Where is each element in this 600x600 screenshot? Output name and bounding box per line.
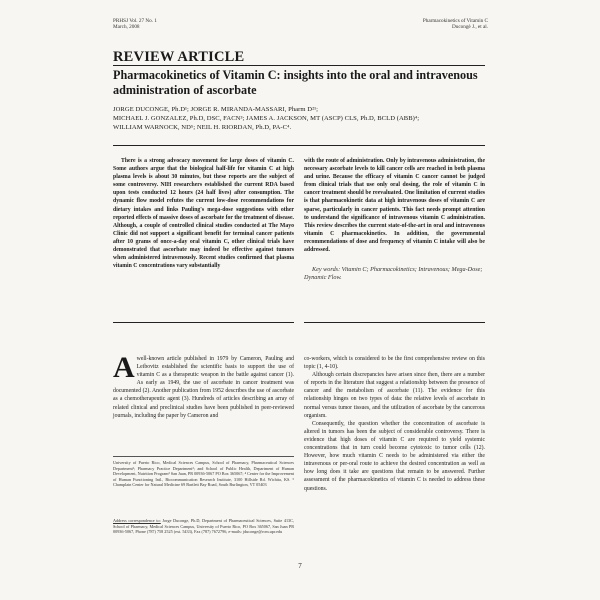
author-list xyxy=(113,106,488,133)
page-number: 7 xyxy=(298,562,302,570)
affiliations-footnote: University of Puerto Rico, Medical Sciences Campus, School of Pharmacy, Pharmaceutical Sciences Department¹; Pharmacy Practice Department²; and School of Public Health, Department of Human Development, Nutrition Program³ San Juan, PR 00936-5067 PO Box 365067; ⁴ Center for the Improvement of Human Functioning Intl., Biocommunication Research Institute, 3100 Hillside Rd. Wichita, KS. ⁵ Champlain Center for Natural Medicine 69 Bartlett Bay Road, South Burlington, VT 05403 xyxy=(113,460,294,488)
running-authors: Ducongè J., et al. xyxy=(451,24,488,31)
drop-cap: A xyxy=(113,351,135,384)
author-line: WILLIAM WARNOCK, ND⁵; NEIL H. RIORDAN, Ph.D, PA-C⁴. xyxy=(113,123,292,131)
journal-date: March, 2008 xyxy=(113,24,140,31)
abstract-left-column: There is a strong advocacy movement for large doses of vitamin C. Some authors argue that the biological half-life for vitamin C at high plasma levels is about 30 minutes, but these reports are the subject of some controversy. NIH researchers established the current RDA based upon tests conducted 12 hours (24 half lives) after consumption. The dynamic flow model refutes the current low-dose recommendations for dietary intakes and links Pauling's mega-dose suggestions with other reported effects of massive doses of ascorbate for the treatment of disease. Although, a couple of controlled clinical studies conducted at The Mayo Clinic did not support a significant benefit for terminal cancer patients after 10 grams of once-a-day oral vitamin C, other clinical trials have demonstrated that ascorbate may indeed be effective against tumors when administered intravenously. Recent studies confirmed that plasma vitamin C concentrations vary substantially xyxy=(113,158,294,270)
correspondence-text: Jorge Duconge, Ph.D, Department of Pharmaceutical Sciences, Suite 413C, School of Pharmacy, Medical Sciences Campus, University of Puerto Rico, PO Box 365067, San Juan PR 00936-5067, Phone (787) 758 2525 (ext. 5433), Fax (787) 7672796, e-mails: jduconge@rcm.upr.edu xyxy=(113,518,294,535)
section-label: REVIEW ARTICLE xyxy=(113,49,245,65)
abstract-right-column: with the route of administration. Only by intravenous administration, the necessary ascorbate levels to kill cancer cells are reached in both plasma and urine. Because the efficacy of vitamin C cancer cannot be judged from clinical trials that use only oral dosing, the role of vitamin C in cancer treatment should be reevaluated. One limitation of current studies is that pharmacokinetic data at high intravenous doses of vitamin C are sparse, particularly in cancer patients. This fact needs prompt attention to understand the significance of intravenous vitamin C administration. This review describes the current state-of-the-art in oral and intravenous vitamin C pharmacokinetics. In addition, the governmental recommendations of dose and frequency of vitamin C intake will also be addressed. xyxy=(304,158,485,254)
title-top-rule xyxy=(113,65,485,66)
abstract-top-rule xyxy=(113,145,485,146)
correspondence-note xyxy=(113,518,294,535)
body-paragraph: Although certain discrepancies have arisen since then, there are a number of reports in the literature that suggest a relationship between the presence of cancer and the metabolism of ascorbate (11). The evidence for this relationship hinges on two types of data: the relative levels of ascorbate in normal versus tumor tissues, and the utilization of ascorbate by the cancerous organism. xyxy=(304,372,485,419)
journal-info xyxy=(113,18,157,30)
body-left-column xyxy=(113,351,294,420)
article-title: Pharmacokinetics of Vitamin C: insights into the oral and intravenous administration of ascorbate xyxy=(113,68,478,97)
abstract-bottom-rule-left xyxy=(113,322,294,323)
abstract-bottom-rule-right xyxy=(304,322,485,323)
footnote-rule xyxy=(113,456,294,457)
running-header xyxy=(423,18,488,30)
author-line: MICHAEL J. GONZALEZ, Ph.D, DSC, FACN³; JAMES A. JACKSON, MT (ASCP) CLS, Ph.D, BCLD (ABB)⁴; xyxy=(113,114,420,122)
correspondence-label: Address correspondence to: xyxy=(113,518,161,523)
running-title: Pharmacokinetics of Vitamin C xyxy=(422,18,488,24)
body-paragraph: co-workers, which is considered to be the first comprehensive review on this topic (1, 4-10). xyxy=(304,356,485,371)
journal-volume: PRHSJ Vol. 27 No. 1 xyxy=(113,18,157,24)
body-right-column xyxy=(304,355,485,493)
keywords: Key words: Vitamin C; Pharmacokinetics; Intravenous; Mega-Dose; Dynamic Flow. xyxy=(304,266,483,282)
body-paragraph: well-known article published in 1979 by Cameron, Pauling and Leibovitz established the scientific basis to support the use of vitamin C as a therapeutic weapon in the battle against cancer (1). As early as 1949, the use of ascorbate in cancer treatment was documented (2). Another publication from 1952 describes the use of ascorbate as a chemotherapeutic agent (3). Hundreds of articles describing an array of related clinical and preclinical studies have been published in peer-reviewed journals, including the paper by Cameron and xyxy=(113,356,294,419)
author-line: JORGE DUCONGE, Ph.D¹; JORGE R. MIRANDA-MASSARI, Pharm D²¹; xyxy=(113,106,319,113)
body-paragraph: Consequently, the question whether the concentration of ascorbate is altered in tumors has been the subject of considerable controversy. There is evidence that high doses of vitamin C are required to yield systemic concentrations that in turn could become cytotoxic to tumor cells (12). However, how much vitamin C needs to be administered via either the intravenous or per-oral route to achieve the desired concentration as well as how long does it take are questions that remain to be answered. Further assessment of the pharmacokinetics of vitamin C is needed to address these questions. xyxy=(304,420,485,492)
